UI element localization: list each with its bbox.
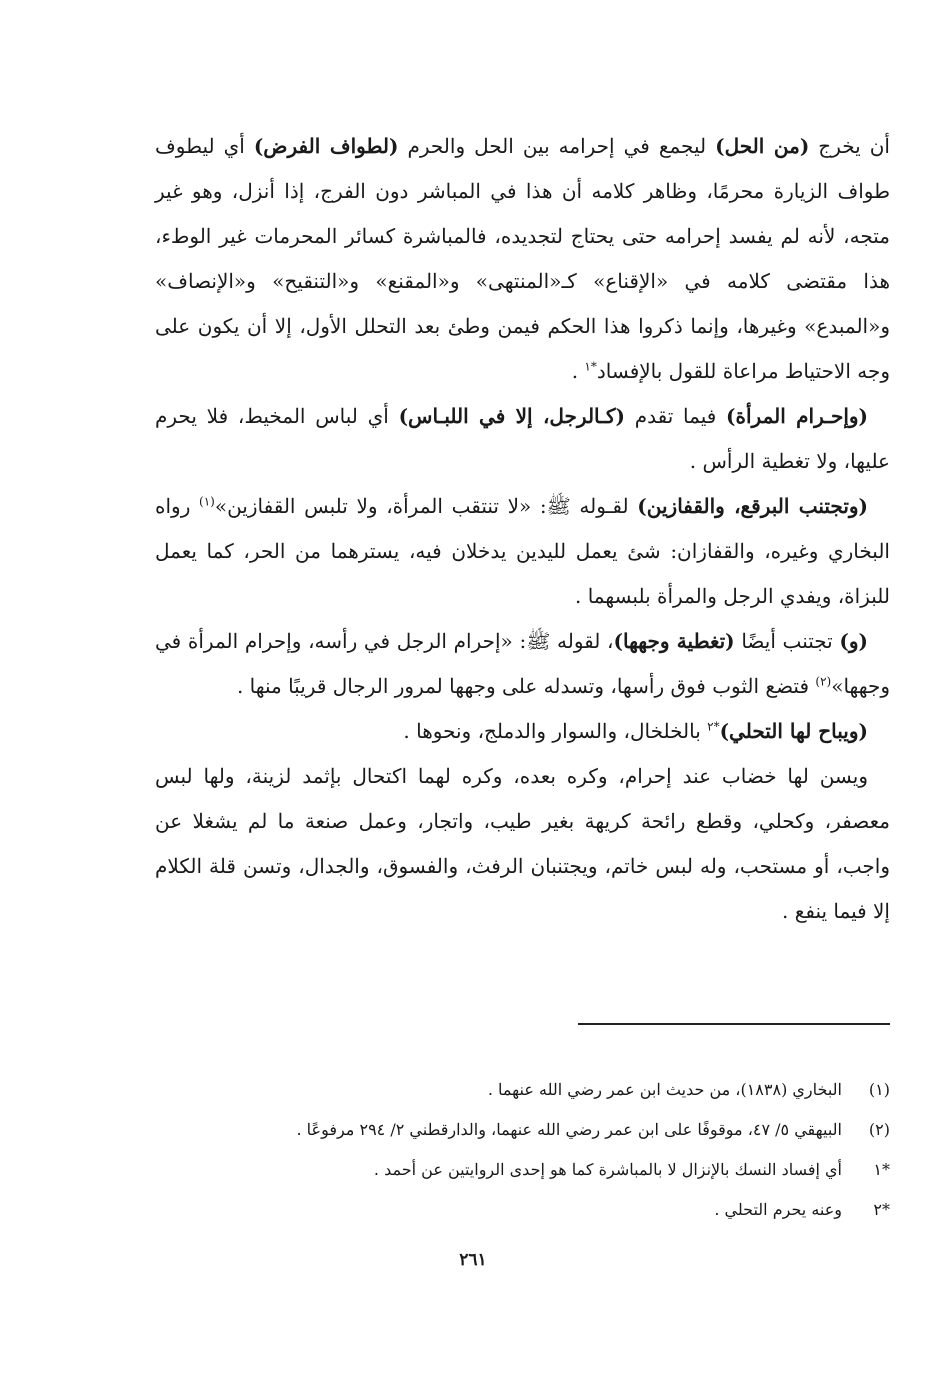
sharh-text: رواه البخاري وغيره، والقفازان: شئ يعمل لليدين يدخلان فيه، يسترهما من الحر، كما يعمل للبزاة، ويفدي الرجل والمرأة بلبسهما . — [155, 494, 890, 608]
paragraph — [155, 394, 890, 484]
paragraph — [155, 754, 890, 934]
footnote-marker: *١ — [873, 1160, 890, 1179]
matn-text: (كـالرجل، إلا في اللبـاس) — [398, 404, 625, 428]
sharh-text: فتضع الثوب فوق رأسها، وتسدله على وجهها لمرور الرجال قريبًا منها . — [236, 674, 816, 698]
matn-text: (من الحل) — [715, 134, 810, 158]
sharh-text: بالخلخال، والسوار والدملج، ونحوها . — [403, 719, 708, 743]
sharh-text: ويسن لها خضاب عند إحرام، وكره بعده، وكره لهما اكتحال بإثمد لزينة، ولها لبس معصفر، وكحلي، وقطع رائحة كريهة بغير طيب، واتجار، وعمل صنعة ما لم يشغلا عن واجب، أو مستحب، وله لبس خاتم، ويجتنبان الرفث، والفسوق، والجدال، وتسن قلة الكلام إلا فيما ينفع . — [155, 764, 890, 923]
paragraph — [155, 124, 890, 394]
paragraph — [155, 709, 890, 754]
footnote-ref: *١ — [584, 359, 597, 374]
footnote-marker: *٢ — [873, 1200, 890, 1219]
footnote-ref: *٢ — [707, 719, 720, 734]
footnote-marker: (٢) — [868, 1120, 890, 1139]
sharh-text: ، لقوله ﷺ: «إحرام الرجل في رأسه، وإحرام المرأة في وجهها» — [155, 629, 890, 698]
matn-text: (وإحـرام المرأة) — [726, 404, 869, 428]
paragraph — [155, 484, 890, 619]
matn-text: (وتجتنب البرقع، والقفازين) — [637, 494, 869, 518]
footnotes — [155, 1075, 890, 1235]
footnote-text: وعنه يحرم التحلي . — [714, 1200, 842, 1219]
paragraph — [155, 619, 890, 709]
sharh-text: أي لباس المخيط، فلا يحرم عليها، ولا تغطية الرأس . — [155, 404, 890, 473]
sharh-text: أي ليطوف طواف الزيارة محرمًا، وظاهر كلامه أن هذا في المباشر دون الفرج، إذا أنزل، وهو غير متجه، لأنه لم يفسد إحرامه حتى يحتاج لتجديده، فالمباشرة كسائر المحرمات غير الوطء، هذا مقتضى كلامه في «الإقناع» كـ«المنتهى» و«المقنع» و«التنقيح» و«الإنصاف» و«المبدع» وغيرها، وإنما ذكروا هذا الحكم فيمن وطئ بعد التحلل الأول، إلا أن يكون على وجه الاحتياط مراعاة للقول بالإفساد — [155, 134, 890, 383]
footnote — [155, 1115, 890, 1145]
sharh-text: لقـوله ﷺ: «لا تنتقب المرأة، ولا تلبس القفازين» — [214, 494, 638, 518]
matn-text: (تغطية وجهها) — [613, 629, 735, 653]
sharh-text: . — [571, 359, 585, 383]
sharh-text: أن يخرج — [809, 134, 890, 158]
footnote-ref: (١) — [199, 494, 215, 509]
main-text — [155, 124, 890, 934]
footnote-separator — [578, 1023, 890, 1025]
footnote — [155, 1195, 890, 1225]
footnote — [155, 1155, 890, 1185]
footnote-text: أي إفساد النسك بالإنزال لا بالمباشرة كما هو إحدى الروايتين عن أحمد . — [373, 1160, 842, 1179]
matn-text: (لطواف الفرض) — [253, 134, 399, 158]
page-number: ٢٦١ — [459, 1250, 487, 1270]
footnote — [155, 1075, 890, 1105]
footnote-text: البخاري (١٨٣٨)، من حديث ابن عمر رضي الله عنهما . — [487, 1080, 842, 1099]
footnote-text: البيهقي ٥/ ٤٧، موقوفًا على ابن عمر رضي الله عنهما، والدارقطني ٢/ ٢٩٤ مرفوعًا . — [296, 1120, 842, 1139]
footnote-marker: (١) — [868, 1080, 890, 1099]
footnote-ref: (٢) — [815, 674, 832, 689]
sharh-text: ليجمع في إحرامه بين الحل والحرم — [398, 134, 716, 158]
matn-text: (ويباح لها التحلي) — [719, 719, 868, 743]
sharh-text: تجتنب أيضًا — [734, 629, 840, 653]
matn-text: (و) — [839, 629, 869, 653]
sharh-text: فيما تقدم — [624, 404, 727, 428]
